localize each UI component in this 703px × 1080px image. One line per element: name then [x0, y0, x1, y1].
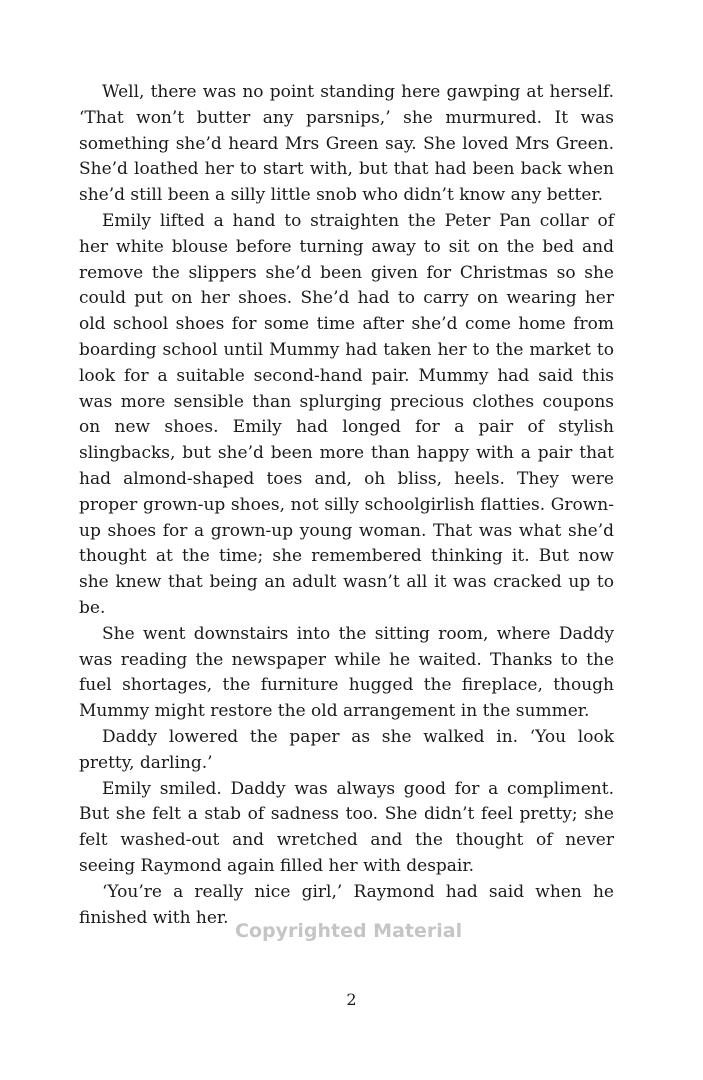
paragraph-1: Well, there was no point standing here gawping at herself. ‘That won’t butter any parsnips,’ she murmured. It was something she’d heard Mrs Green say. She loved Mrs Green. She’d loathed her to start with, but that had been back when she’d still been a silly little snob who didn’t know any better.: [79, 82, 614, 206]
paragraph-3: She went downstairs into the sitting room, where Daddy was reading the newspaper while he waited. Thanks to the fuel shortages, the furniture hugged the fireplace, though Mummy might restore the old arrangement in the summer.: [79, 623, 614, 722]
page-body: [79, 80, 614, 931]
paragraph-6: ‘You’re a really nice girl,’ Raymond had said when he finished with her.: [79, 881, 614, 928]
paragraph-5: Emily smiled. Daddy was always good for a compliment. But she felt a stab of sadness too. She didn’t feel pretty; she felt washed-out and wretched and the thought of never seeing Raymond again filled her with despair.: [79, 778, 614, 876]
paragraph-4: Daddy lowered the paper as she walked in. ‘You look pretty, darling.’: [79, 726, 614, 773]
paragraph-2: Emily lifted a hand to straighten the Peter Pan collar of her white blouse before turning away to sit on the bed and remove the slippers she’d been given for Christmas so she could put on her shoes. She’d had to carry on wearing her old school shoes for some time after she’d come home from boarding school until Mummy had taken her to the market to look for a suitable second-hand pair. Mummy had said this was more sensible than splurging precious clothes coupons on new shoes. Emily had longed for a pair of stylish slingbacks, but she’d been more than happy with a pair that had almond-shaped toes and, oh bliss, heels. They were proper grown-up shoes, not silly schoolgirlish flatties. Grown-up shoes for a grown-up young woman. That was what she’d thought at the time; she remembered thinking it. But now she knew that being an adult wasn’t all it was cracked up to be.: [79, 210, 614, 618]
copyright-watermark: Copyrighted Material: [235, 920, 463, 942]
page-number: 2: [346, 990, 357, 1009]
